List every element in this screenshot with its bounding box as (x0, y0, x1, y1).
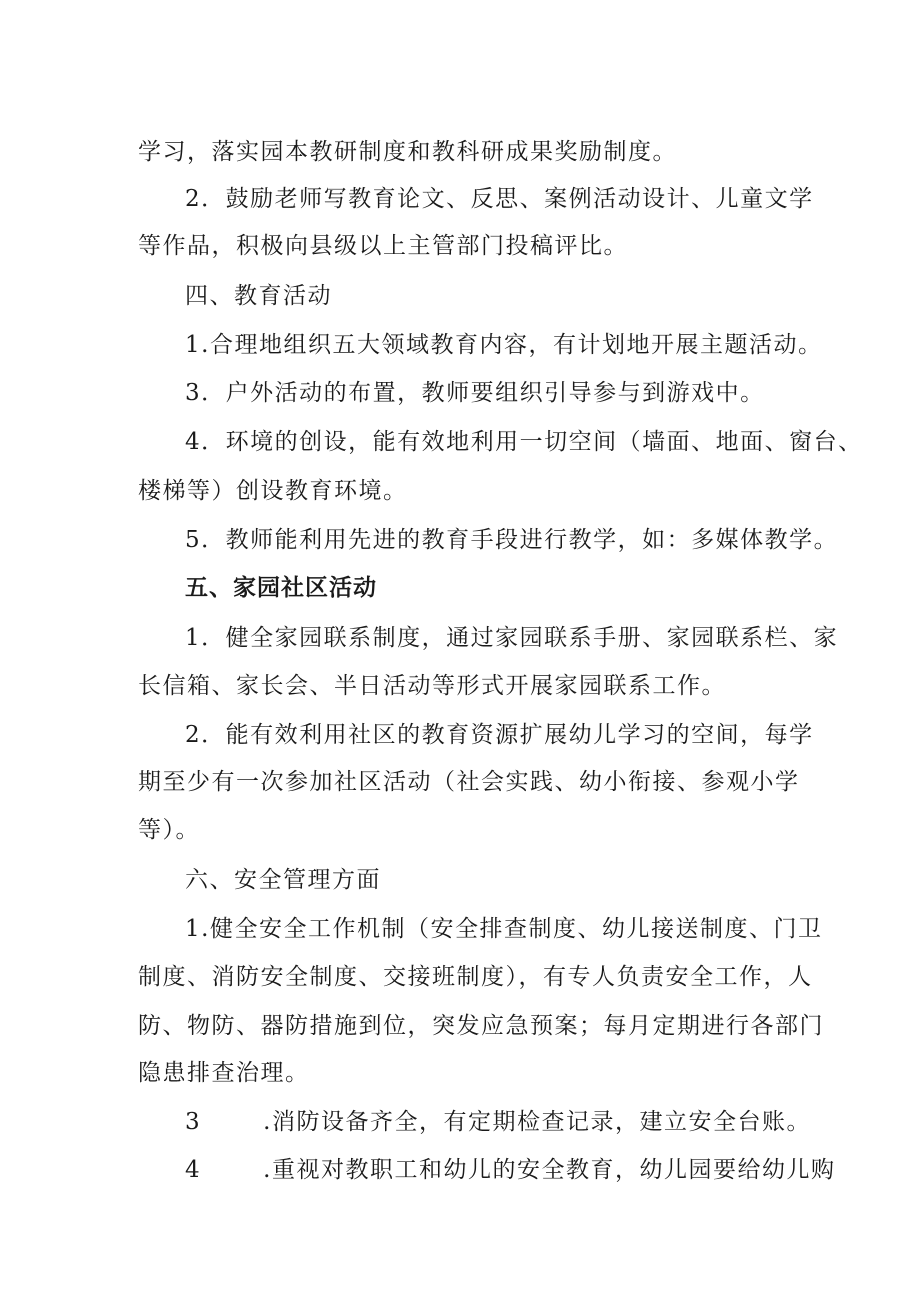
item-text: .消防设备齐全，有定期检查记录，建立安全台账。 (263, 1109, 811, 1135)
numbered-item (185, 1107, 811, 1137)
paragraph-line: 1.合理地组织五大领域教育内容，有计划地开展主题活动。 (185, 332, 823, 358)
paragraph-line: 4．环境的创设，能有效地利用一切空间（墙面、地面、窗台、 (185, 429, 863, 455)
paragraph-line: 5．教师能利用先进的教育手段进行教学，如：多媒体教学。 (185, 527, 839, 553)
item-number: 3 (185, 1109, 202, 1135)
section-heading: 四、教育活动 (185, 283, 332, 309)
paragraph-line: 2．鼓励老师写教育论文、反思、案例活动设计、儿童文学 (185, 186, 814, 212)
paragraph-line: 2．能有效利用社区的教育资源扩展幼儿学习的空间，每学 (185, 722, 814, 748)
paragraph-line: 防、物防、器防措施到位，突发应急预案；每月定期进行各部门 (138, 1013, 824, 1039)
paragraph-line: 1．健全家园联系制度，通过家园联系手册、家园联系栏、家 (185, 625, 839, 651)
paragraph-line: 1.健全安全工作机制（安全排查制度、幼儿接送制度、门卫 (185, 916, 823, 942)
item-text: .重视对教职工和幼儿的安全教育，幼儿园要给幼儿购 (263, 1157, 836, 1183)
numbered-item (185, 1155, 835, 1185)
paragraph-line: 3．户外活动的布置，教师要组织引导参与到游戏中。 (185, 380, 765, 406)
paragraph-line: 等作品，积极向县级以上主管部门投稿评比。 (138, 233, 628, 259)
paragraph-line: 学习，落实园本教研制度和教科研成果奖励制度。 (138, 139, 677, 165)
section-heading: 五、家园社区活动 (185, 575, 377, 601)
section-heading: 六、安全管理方面 (185, 867, 381, 893)
paragraph-line: 楼梯等）创设教育环境。 (138, 478, 408, 504)
paragraph-line: 期至少有一次参加社区活动（社会实践、幼小衔接、参观小学 (138, 769, 800, 795)
paragraph-line: 等）。 (138, 817, 200, 843)
item-number: 4 (185, 1157, 202, 1183)
paragraph-line: 制度、消防安全制度、交接班制度），有专人负责安全工作，人 (138, 964, 813, 990)
paragraph-line: 隐患排查治理。 (138, 1060, 310, 1086)
paragraph-line: 长信箱、家长会、半日活动等形式开展家园联系工作。 (138, 673, 726, 699)
